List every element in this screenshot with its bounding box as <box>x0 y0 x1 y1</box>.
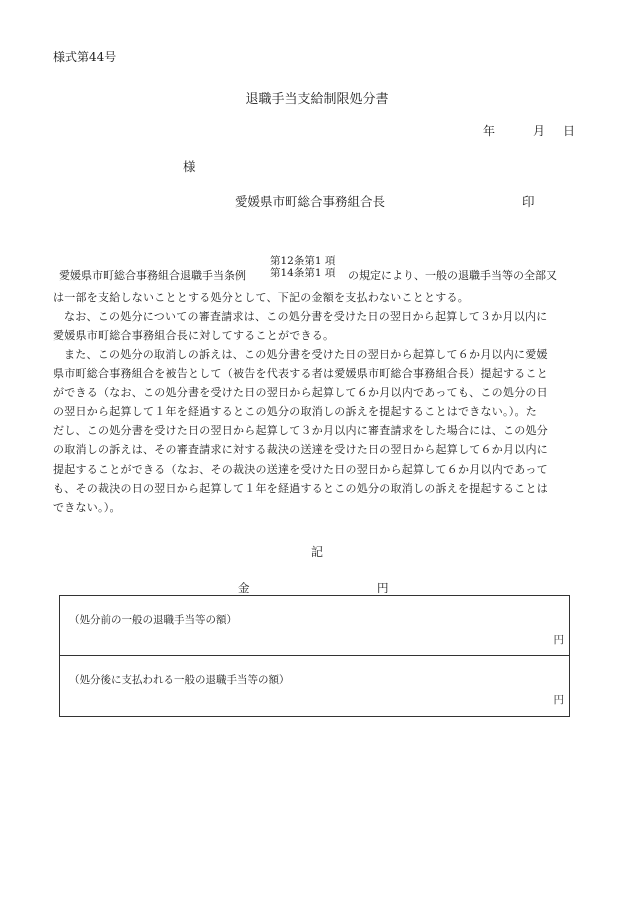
amount-before-unit: 円 <box>553 634 564 646</box>
amount-after-unit: 円 <box>553 694 564 706</box>
form-number: 様式第44号 <box>53 50 117 64</box>
article-option-14: 第14条第1 項 <box>270 266 336 279</box>
amount-unit: 円 <box>377 581 389 595</box>
legal-basis-tail: の規定により、一般の退職手当等の全部又 <box>348 269 557 282</box>
date-day-label: 日 <box>563 124 576 138</box>
date-year-label: 年 <box>483 124 496 138</box>
date-month-label: 月 <box>533 124 546 138</box>
paragraph-line: は一部を支給しないこととする処分として、下記の金額を支払わないこととする。 <box>53 291 470 304</box>
amount-label: 金 <box>238 581 250 595</box>
paragraph-disposition <box>53 288 573 307</box>
addressee-suffix: 様 <box>183 159 196 174</box>
amount-before-label: （処分前の一般の退職手当等の額） <box>69 614 237 626</box>
paragraph-line: 提起することができる（なお、その裁決の送達を受けた日の翌日から起算して６か月以内であって <box>53 462 548 476</box>
paragraph-line: なお、この処分についての審査請求は、この処分書を受けた日の翌日から起算して３か月以内に <box>64 310 548 323</box>
paragraph-line: また、この処分の取消しの訴えは、この処分書を受けた日の翌日から起算して６か月以内に愛媛 <box>64 348 548 361</box>
paragraph-appeal <box>53 307 573 345</box>
paragraph-line: の取消しの訴えは、その審査請求に対する裁決の送達を受けた日の翌日から起算して６か月以内に <box>53 443 548 457</box>
paragraph-line: できない。）。 <box>53 500 121 514</box>
record-heading: 記 <box>310 545 323 559</box>
table-row <box>60 596 569 656</box>
article-options <box>270 256 335 279</box>
paragraph-line: 県市町総合事務組合を被告として（被告を代表する者は愛媛県市町総合事務組合長）提起すること <box>53 367 548 381</box>
issuer-name: 愛媛県市町総合事務組合長 <box>235 194 386 209</box>
amount-after-label: （処分後に支払われる一般の退職手当等の額） <box>69 674 290 686</box>
table-row <box>60 656 569 716</box>
paragraph-line: だし、この処分書を受けた日の翌日から起算して３か月以内に審査請求をした場合には、この処分 <box>53 424 548 438</box>
ordinance-name: 愛媛県市町総合事務組合退職手当条例 <box>59 269 246 282</box>
article-option-12: 第12条第1 項 <box>270 255 336 267</box>
document-title: 退職手当支給制限処分書 <box>245 92 389 107</box>
amount-table <box>59 595 570 717</box>
paragraph-line: 愛媛県市町総合事務組合長に対してすることができる。 <box>53 329 335 343</box>
seal-mark: 印 <box>522 194 535 209</box>
paragraph-line: の翌日から起算して１年を経過するとこの処分の取消しの訴えを提起することはできない。）。た <box>53 405 537 419</box>
paragraph-line: も、その裁決の日の翌日から起算して１年を経過するとこの処分の取消しの訴えを提起することは <box>53 481 548 495</box>
paragraph-line: ができる（なお、この処分書を受けた日の翌日から起算して６か月以内であっても、この処分の日 <box>53 386 548 400</box>
paragraph-lawsuit <box>53 345 573 517</box>
